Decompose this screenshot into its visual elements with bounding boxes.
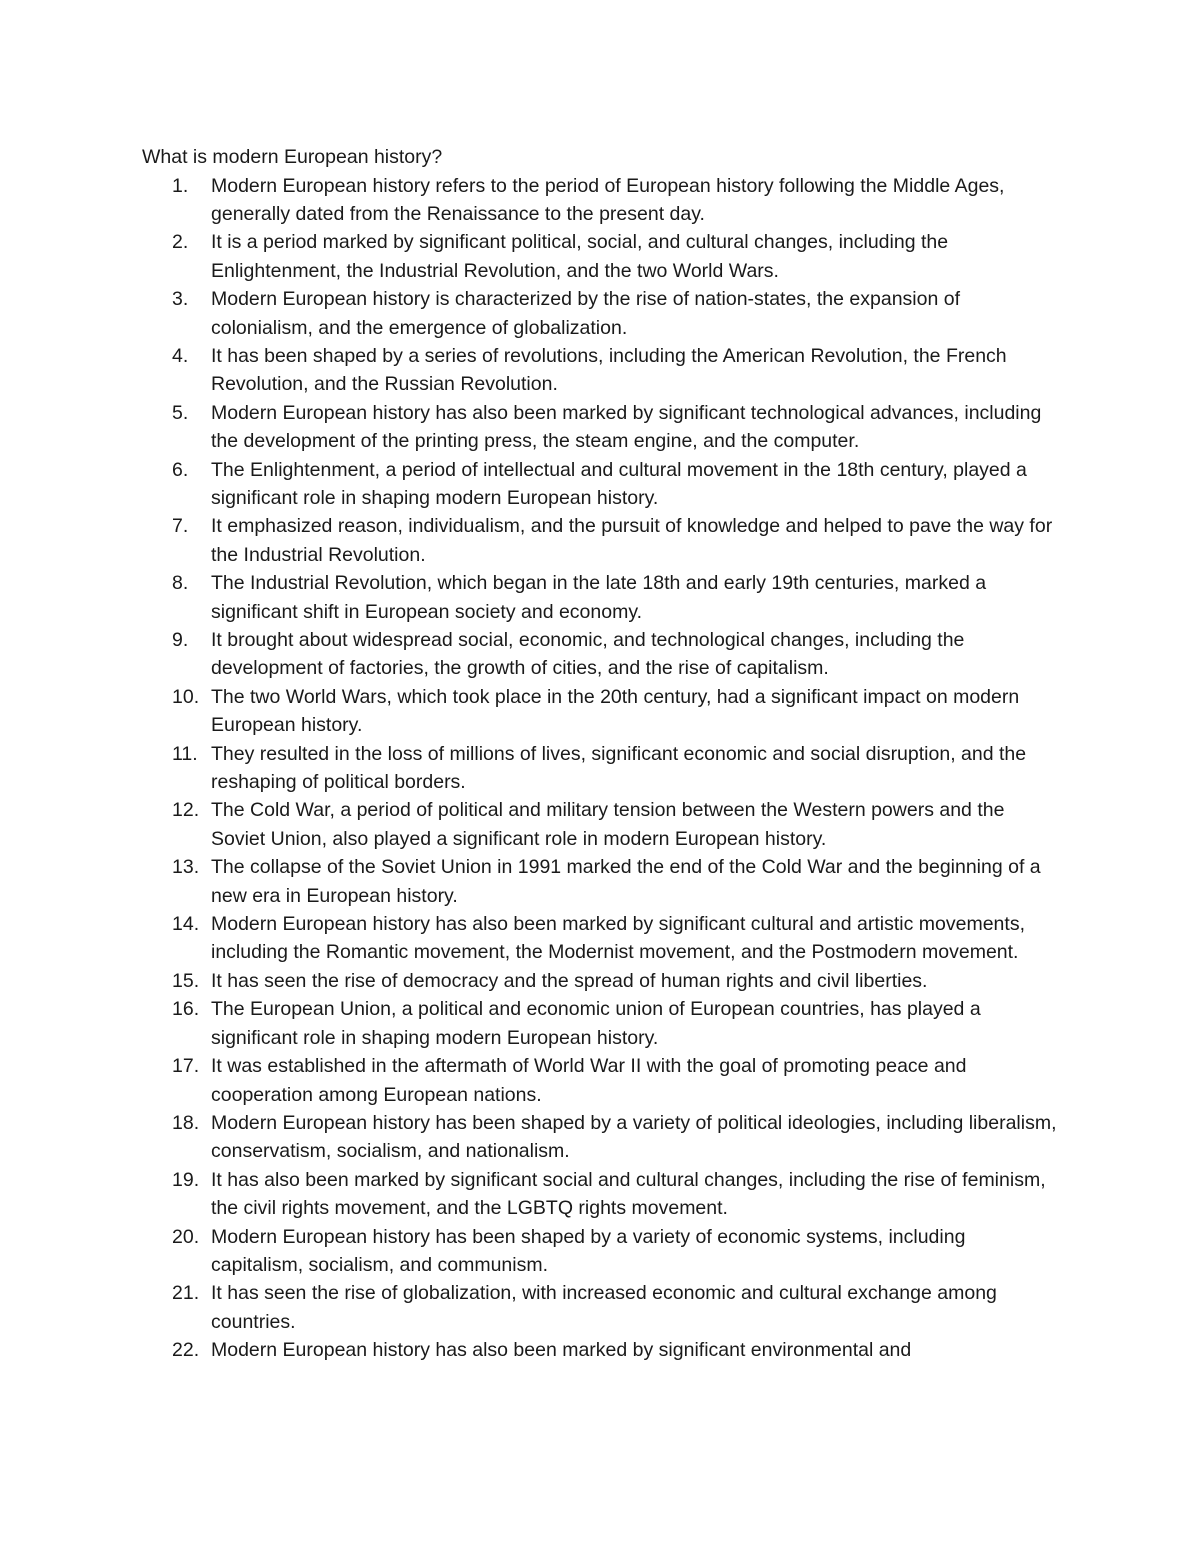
list-item-number: 12. bbox=[172, 799, 200, 822]
list-item-text: The two World Wars, which took place in the 20th century, had a significant impact on modern European history. bbox=[211, 685, 1020, 737]
list-item-text: Modern European history refers to the period of European history following the Middle Ages, generally dated from the Renaissance to the present day. bbox=[211, 174, 1005, 225]
list-item bbox=[142, 285, 1062, 342]
list-item-text: It has seen the rise of democracy and the spread of human rights and civil liberties. bbox=[211, 969, 928, 992]
list-item bbox=[142, 967, 1062, 995]
list-item-number: 7. bbox=[172, 515, 189, 538]
list-item-text: It has seen the rise of globalization, with increased economic and cultural exchange among countries. bbox=[211, 1282, 997, 1333]
list-item bbox=[142, 796, 1062, 853]
list-item bbox=[142, 399, 1062, 456]
list-item-text: Modern European history is characterized by the rise of nation-states, the expansion of colonialism, and the emergence of globalization. bbox=[211, 288, 960, 339]
list-item-text: It has been shaped by a series of revolutions, including the American Revolution, the French Revolution, and the Russian Revolution. bbox=[211, 344, 1007, 396]
list-item-number: 5. bbox=[172, 401, 189, 424]
list-item-number: 21. bbox=[172, 1282, 200, 1305]
list-item bbox=[142, 995, 1062, 1052]
list-item-text: The European Union, a political and economic union of European countries, has played a significant role in shaping modern European history. bbox=[211, 998, 981, 1049]
list-item bbox=[142, 1052, 1062, 1109]
list-item-text: The collapse of the Soviet Union in 1991 marked the end of the Cold War and the beginning of a new era in European history. bbox=[211, 856, 1041, 907]
list-item-number: 19. bbox=[172, 1168, 200, 1191]
list-item-text: Modern European history has also been marked by significant cultural and artistic movements, including the Romantic movement, the Modernist movement, and the Postmodern movement. bbox=[211, 913, 1025, 964]
list-item-text: It brought about widespread social, economic, and technological changes, including the development of factories, the growth of cities, and the rise of capitalism. bbox=[211, 629, 965, 680]
list-item bbox=[142, 1279, 1062, 1336]
list-item-text: It has also been marked by significant social and cultural changes, including the rise of feminism, the civil rights movement, and the LGBTQ rights movement. bbox=[211, 1168, 1046, 1220]
list-item-number: 8. bbox=[172, 572, 189, 595]
list-item bbox=[142, 853, 1062, 910]
list-item-number: 11. bbox=[172, 742, 198, 765]
list-item-text: They resulted in the loss of millions of lives, significant economic and social disruption, and the reshaping of political borders. bbox=[211, 742, 1027, 794]
list-item bbox=[142, 342, 1062, 399]
list-item-number: 14. bbox=[172, 913, 200, 936]
list-item-number: 17. bbox=[172, 1055, 200, 1078]
list-item bbox=[142, 740, 1062, 797]
list-item-number: 20. bbox=[172, 1225, 200, 1248]
list-item bbox=[142, 1109, 1062, 1166]
list-item-text: Modern European history has also been marked by significant technological advances, including the development of the printing press, the steam engine, and the computer. bbox=[211, 401, 1042, 453]
document-title: What is modern European history? bbox=[142, 146, 443, 168]
list-item-number: 1. bbox=[172, 174, 189, 197]
list-item-number: 6. bbox=[172, 458, 189, 481]
list-item-text: Modern European history has also been marked by significant environmental and bbox=[211, 1339, 912, 1362]
list-item bbox=[142, 683, 1062, 740]
list-item bbox=[142, 626, 1062, 683]
list-item-text: It was established in the aftermath of World War II with the goal of promoting peace and cooperation among European nations. bbox=[211, 1055, 967, 1106]
list-item bbox=[142, 228, 1062, 285]
list-item bbox=[142, 512, 1062, 569]
list-item-number: 10. bbox=[172, 685, 200, 708]
list-item bbox=[142, 569, 1062, 626]
list-item bbox=[142, 910, 1062, 967]
list-item-number: 13. bbox=[172, 856, 200, 879]
list-item-text: The Enlightenment, a period of intellectual and cultural movement in the 18th century, played a significant role in shaping modern European history. bbox=[211, 458, 1027, 509]
list-item-number: 15. bbox=[172, 969, 200, 992]
list-item-text: Modern European history has been shaped by a variety of political ideologies, including liberalism, conservatism, socialism, and nationalism. bbox=[211, 1111, 1057, 1163]
list-item-text: It is a period marked by significant political, social, and cultural changes, including the Enlightenment, the Industrial Revolution, and the two World Wars. bbox=[211, 231, 949, 282]
list-item-text: Modern European history has been shaped by a variety of economic systems, including capitalism, socialism, and communism. bbox=[211, 1225, 966, 1276]
list-item-text: The Cold War, a period of political and military tension between the Western powers and the Soviet Union, also played a significant role in modern European history. bbox=[211, 799, 1005, 850]
list-item-number: 16. bbox=[172, 998, 200, 1021]
list-item bbox=[142, 172, 1062, 229]
list-item-number: 22. bbox=[172, 1339, 200, 1362]
list-item-number: 2. bbox=[172, 231, 189, 254]
list-item-number: 3. bbox=[172, 288, 189, 311]
list-item bbox=[142, 1336, 1062, 1364]
list-item-text: It emphasized reason, individualism, and the pursuit of knowledge and helped to pave the way for the Industrial Revolution. bbox=[211, 515, 1053, 566]
list-item-number: 4. bbox=[172, 344, 189, 367]
list-item-number: 9. bbox=[172, 629, 189, 651]
numbered-list bbox=[142, 172, 1062, 1365]
list-item-number: 18. bbox=[172, 1111, 200, 1134]
list-item bbox=[142, 456, 1062, 513]
list-item-text: The Industrial Revolution, which began in the late 18th and early 19th centuries, marked a significant shift in European society and economy. bbox=[211, 572, 987, 623]
list-item bbox=[142, 1166, 1062, 1223]
list-item bbox=[142, 1223, 1062, 1280]
